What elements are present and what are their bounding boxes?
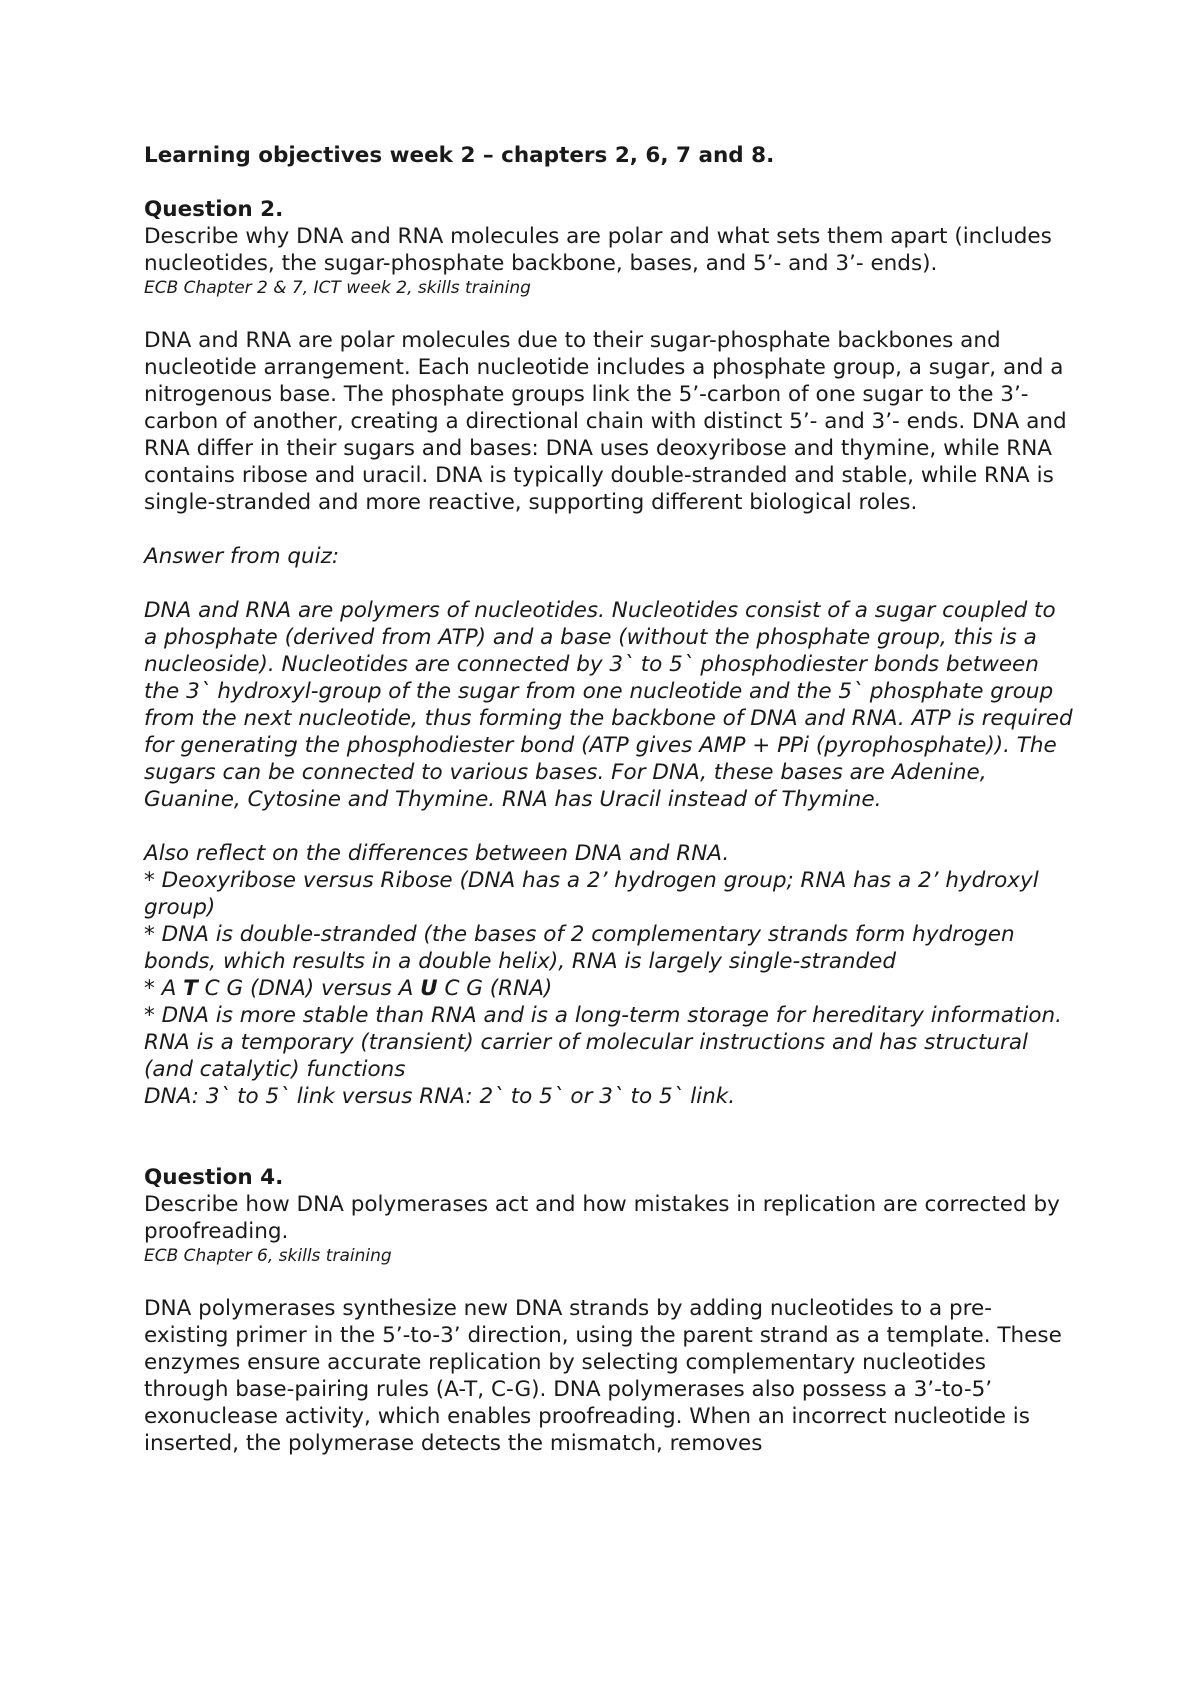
reflect-item-links: DNA: 3` to 5` link versus RNA: 2` to 5` or 3` to 5` link. xyxy=(144,1084,736,1109)
question-4-heading: Question 4. xyxy=(144,1165,284,1190)
quiz-answer-label: Answer from quiz: xyxy=(144,544,340,569)
reflect-item-stability: * DNA is more stable than RNA and is a long-term storage for hereditary information. RNA is a temporary (transient) carrier of molecular instructions and has structural (and catalytic) functions xyxy=(144,1003,1063,1082)
base-thymine: T xyxy=(183,976,198,1001)
question-2-answer: DNA and RNA are polar molecules due to their sugar-phosphate backbones and nucleotide arrangement. Each nucleotide includes a phosphate group, a sugar, and a nitrogenous base. The phosphate groups link the 5’-carbon of one sugar to the 3’-carbon of another, creating a directional chain with distinct 5’- and 3’- ends. DNA and RNA differ in their sugars and bases: DNA uses deoxyribose and thymine, while RNA contains ribose and uracil. DNA is typically double-stranded and stable, while RNA is single-stranded and more reactive, supporting different biological roles. xyxy=(144,328,1067,515)
question-2-source: ECB Chapter 2 & 7, ICT week 2, skills training xyxy=(144,278,531,298)
bases-prefix: * A xyxy=(144,976,184,1001)
spacer xyxy=(144,516,1074,543)
question-4-prompt: Describe how DNA polymerases act and how mistakes in replication are corrected by proofreading. xyxy=(144,1192,1060,1244)
spacer xyxy=(144,1268,1074,1295)
question-2-prompt: Describe why DNA and RNA molecules are polar and what sets them apart (includes nucleotides, the sugar-phosphate backbone, bases, and 5’- and 3’- ends). xyxy=(144,224,1052,276)
spacer xyxy=(144,1110,1074,1164)
spacer xyxy=(144,813,1074,840)
document-page xyxy=(144,142,1074,1457)
spacer xyxy=(144,300,1074,327)
reflect-intro: Also reflect on the differences between DNA and RNA. xyxy=(144,841,730,866)
bases-suffix: C G (RNA) xyxy=(437,976,553,1001)
reflect-item-strands: * DNA is double-stranded (the bases of 2 complementary strands form hydrogen bonds, which results in a double helix), RNA is largely single-stranded xyxy=(144,922,1015,974)
question-2-heading: Question 2. xyxy=(144,197,284,222)
bases-mid: C G (DNA) versus A xyxy=(197,976,421,1001)
reflect-item-sugar: * Deoxyribose versus Ribose (DNA has a 2’ hydrogen group; RNA has a 2’ hydroxyl group) xyxy=(144,868,1039,920)
spacer xyxy=(144,570,1074,597)
question-4-source: ECB Chapter 6, skills training xyxy=(144,1246,392,1266)
reflect-item-bases xyxy=(144,975,1074,1002)
page-title: Learning objectives week 2 – chapters 2, 6, 7 and 8. xyxy=(144,143,775,168)
quiz-answer-text: DNA and RNA are polymers of nucleotides. Nucleotides consist of a sugar coupled to a phosphate (derived from ATP) and a base (without the phosphate group, this is a nucleoside). Nucleotides are connected by 3` to 5` phosphodiester bonds between the 3` hydroxyl-group of the sugar from one nucleotide and the 5` phosphate group from the next nucleotide, thus forming the backbone of DNA and RNA. ATP is required for generating the phosphodiester bond (ATP gives AMP + PPi (pyrophosphate)). The sugars can be connected to various bases. For DNA, these bases are Adenine, Guanine, Cytosine and Thymine. RNA has Uracil instead of Thymine. xyxy=(144,598,1073,812)
question-4-answer: DNA polymerases synthesize new DNA strands by adding nucleotides to a pre-existing primer in the 5’-to-3’ direction, using the parent strand as a template. These enzymes ensure accurate replication by selecting complementary nucleotides through base-pairing rules (A-T, C-G). DNA polymerases also possess a 3’-to-5’ exonuclease activity, which enables proofreading. When an incorrect nucleotide is inserted, the polymerase detects the mismatch, removes xyxy=(144,1296,1062,1456)
spacer xyxy=(144,169,1074,196)
base-uracil: U xyxy=(420,976,438,1001)
